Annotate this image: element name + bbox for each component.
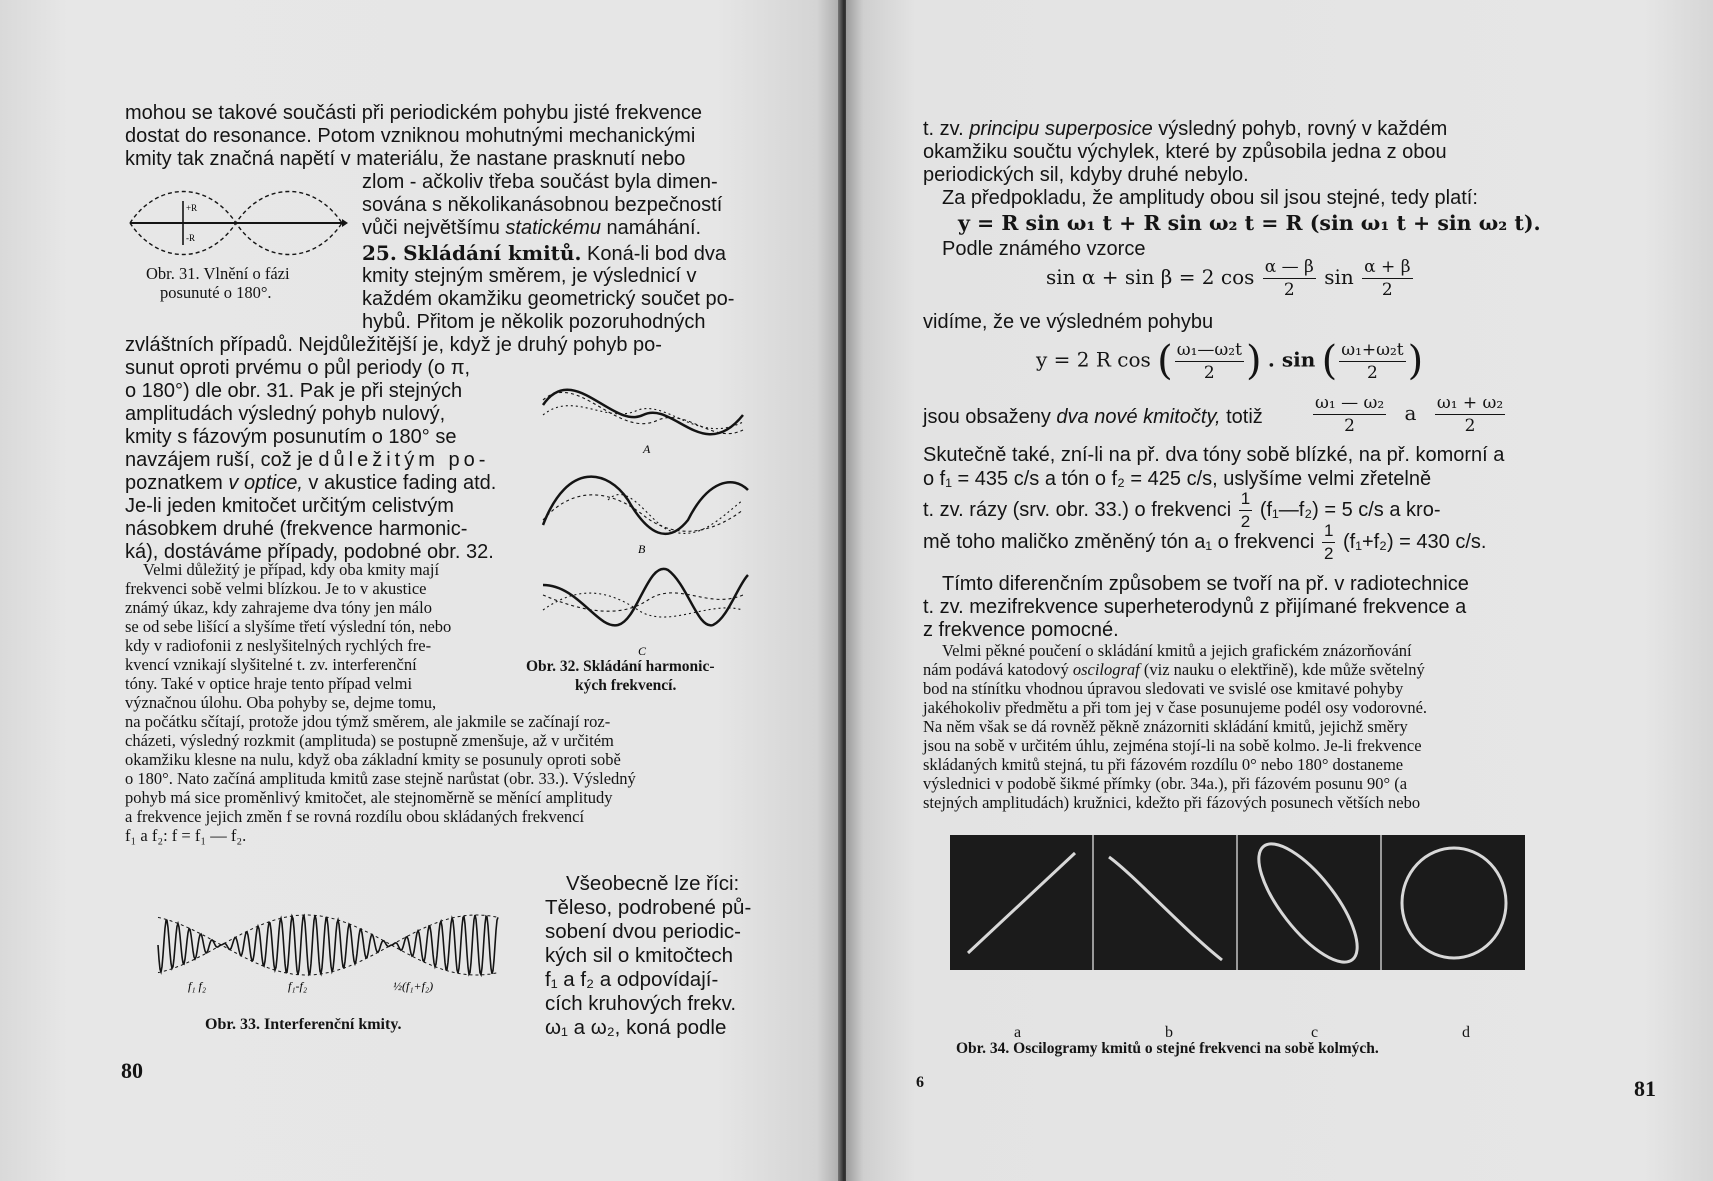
small-text-line: tóny. Také v optice hraje tento případ velmi bbox=[125, 674, 413, 693]
fig32-label-c: C bbox=[638, 644, 647, 658]
text-line: vidíme, že ve výsledném pohybu bbox=[923, 311, 1214, 333]
denominator: 2 bbox=[1203, 362, 1215, 383]
page-number: 81 bbox=[1634, 1076, 1656, 1101]
fig33-envelope-bottom bbox=[158, 945, 498, 975]
small-text-line bbox=[923, 661, 1425, 680]
text-fragment: t. zv. bbox=[923, 118, 970, 140]
fig34-label-c: c bbox=[1311, 1024, 1319, 1041]
text-fragment: nám podává katodový bbox=[923, 660, 1073, 679]
paren: ( bbox=[1321, 338, 1338, 384]
fig33-label: ½(f₁+f₂) bbox=[393, 979, 434, 993]
paren: ) bbox=[1407, 338, 1424, 384]
text-fragment: poznatkem bbox=[125, 472, 229, 494]
small-text-line: a frekvence jejich změn f se rovná rozdílu obou skládaných frekvencí bbox=[125, 807, 585, 826]
numerator: 1 bbox=[1239, 488, 1252, 511]
conjunction: a bbox=[1404, 401, 1417, 425]
oscillogram-a bbox=[950, 835, 1094, 970]
left-page bbox=[0, 0, 842, 1181]
small-text-line: na počátku sčítají, protože jdou týmž směrem, ale jakmile se začínají roz- bbox=[125, 712, 611, 731]
text-line: sována s několikanásobnou bezpečností bbox=[362, 194, 723, 216]
text-line: každém okamžiku geometrický součet po- bbox=[362, 288, 735, 310]
fig33-caption: Obr. 33. Interferenční kmity. bbox=[205, 1016, 402, 1033]
text-fragment: mě toho maličko změněný tón a₁ o frekvenci bbox=[923, 531, 1315, 553]
small-text-line: stejných amplitudách) kružnici, kdežto při fázových posunech větších nebo bbox=[923, 793, 1421, 812]
fig33-label: f₁-f₂ bbox=[288, 979, 308, 993]
fig32-label-a: A bbox=[643, 442, 651, 456]
small-text-line: frekvenci sobě velmi blízkou. Je to v akustice bbox=[125, 579, 427, 598]
denominator: 2 bbox=[1240, 512, 1251, 532]
numerator: ω₁ — ω₂ bbox=[1315, 393, 1385, 413]
text-fragment: Koná-li bod dva bbox=[581, 243, 726, 265]
text-fragment: t. zv. rázy (srv. obr. 33.) o frekvenci bbox=[923, 499, 1232, 521]
fraction bbox=[1339, 339, 1405, 384]
small-text-line: význačnou úlohu. Oba pohyby se, dejme tomu, bbox=[125, 693, 437, 712]
text-line bbox=[362, 217, 701, 239]
equation-2 bbox=[1046, 256, 1415, 301]
equation-3 bbox=[1036, 338, 1423, 384]
numerator: α + β bbox=[1364, 257, 1411, 277]
text-line: hybů. Přitom je několik pozoruhodných bbox=[362, 311, 706, 333]
section-title: Skládání kmitů. bbox=[403, 241, 582, 265]
small-text-line: bod na stínítku vhodnou úpravou sledovati ve svislé ose kmitavé pohyby bbox=[923, 679, 1404, 698]
fraction bbox=[1322, 520, 1335, 565]
fig33-label: f₁ f₂ bbox=[188, 979, 207, 993]
small-text-line: jsou na sobě v určitém úhlu, zejména stojí-li na sobě kolmo. Je-li frekvence bbox=[923, 736, 1422, 755]
fig32-caption: Obr. 32. Skládání harmonic- bbox=[526, 658, 715, 675]
fig34-label-d: d bbox=[1462, 1024, 1470, 1041]
text-fragment: (f₁—f₂) = 5 c/s a kro- bbox=[1259, 499, 1441, 521]
fig31-caption: Obr. 31. Vlnění o fázi bbox=[146, 264, 290, 283]
text-fragment: vůči největšímu bbox=[362, 217, 506, 239]
small-text-line: se od sebe lišící a slyšíme třetí výslední tón, nebo bbox=[125, 617, 452, 636]
text-line: periodických sil, kdyby druhé nebylo. bbox=[923, 164, 1249, 186]
text-line: dostat do resonance. Potom vzniknou mohutnými mechanickými bbox=[125, 125, 696, 147]
oscillogram-d bbox=[1382, 835, 1524, 970]
text-line bbox=[125, 449, 489, 471]
text-line: Podle známého vzorce bbox=[942, 238, 1146, 260]
oscillogram-c bbox=[1238, 835, 1382, 970]
small-text-line: Na něm však se dá rovněž pěkně znázorniti skládání kmitů, jejichž směry bbox=[923, 717, 1408, 736]
text-line bbox=[923, 520, 1486, 565]
small-text-line: okamžiku klesne na nulu, když oba základní kmity se posunuly oproti sobě bbox=[125, 750, 621, 769]
text-line: z frekvence pomocné. bbox=[923, 619, 1119, 641]
denominator: 2 bbox=[1283, 280, 1295, 300]
fig34-label-a: a bbox=[1014, 1024, 1022, 1041]
text-fragment: jsou obsaženy bbox=[923, 406, 1057, 428]
fig31-plus-r: +R bbox=[186, 203, 198, 213]
text-line: o f₁ = 435 c/s a tón o f₂ = 425 c/s, uslyšíme velmi zřetelně bbox=[923, 468, 1432, 490]
numerator: 1 bbox=[1322, 520, 1335, 543]
fig34-caption: Obr. 34. Oscilogramy kmitů o stejné frekvenci na sobě kolmých. bbox=[956, 1040, 1379, 1057]
fig32-b-wave1 bbox=[543, 495, 743, 531]
text-line: Všeobecně lze říci: bbox=[566, 872, 740, 895]
fig32-a-wave1 bbox=[543, 392, 743, 433]
fig31-caption: posunuté o 180°. bbox=[160, 283, 272, 302]
paren: ) bbox=[1245, 338, 1262, 384]
text-fragment: (viz nauku o elektřině), kde může světelný bbox=[1139, 660, 1425, 679]
text-line: Tímto diferenčním způsobem se tvoří na př. v radiotechnice bbox=[942, 573, 1469, 595]
paren: ( bbox=[1157, 338, 1173, 384]
text-line: Je-li jeden kmitočet určitým celistvým bbox=[125, 495, 454, 517]
text-line: kmity s fázovým posunutím o 180° se bbox=[125, 426, 457, 448]
equation-1: y = R sin ω₁ t + R sin ω₂ t = R (sin ω₁ t + sin ω₂ t). bbox=[958, 211, 1541, 235]
fig32-a-wave2 bbox=[543, 406, 743, 429]
fig32-a-sum bbox=[543, 390, 743, 435]
fig33-interference bbox=[148, 905, 518, 1000]
spaced-word: důležitým po- bbox=[318, 449, 490, 471]
fig32-label-b: B bbox=[638, 542, 646, 556]
text-line: f₁ a f₂ a odpovídají- bbox=[545, 968, 719, 991]
text-line: t. zv. mezifrekvence superheterodynů z přijímané frekvence a bbox=[923, 596, 1467, 618]
small-text-line: o 180°. Nato začíná amplituda kmitů zase stejně narůstat (obr. 33.). Výsledný bbox=[125, 769, 636, 788]
text-line: Za předpokladu, že amplitudy obou sil jsou stejné, tedy platí: bbox=[942, 187, 1478, 209]
oscillogram-b bbox=[1094, 835, 1238, 970]
text-line: sunut oproti prvému o půl periody (o π, bbox=[125, 357, 471, 379]
text-line: ω₁ a ω₂, koná podle bbox=[545, 1016, 727, 1039]
text-line: kých sil o kmitočtech bbox=[545, 944, 733, 967]
fig32-c-sum bbox=[543, 569, 748, 626]
text-line: Těleso, podrobené pů- bbox=[545, 896, 752, 919]
denominator: 2 bbox=[1323, 544, 1334, 564]
text-line: cích kruhových frekv. bbox=[545, 992, 737, 1015]
section-number: 25. bbox=[362, 241, 397, 265]
new-frequencies bbox=[1311, 392, 1507, 437]
text-line bbox=[923, 406, 1263, 428]
fraction bbox=[1175, 339, 1244, 384]
text-line bbox=[125, 472, 496, 494]
italic-word: statickému bbox=[505, 217, 601, 239]
denominator: 2 bbox=[1367, 362, 1378, 383]
fig34-label-b: b bbox=[1165, 1024, 1173, 1041]
small-text-line: skládaných kmitů stejná, tu při fázovém rozdílu 0° nebo 180° dostaneme bbox=[923, 755, 1404, 774]
text-fragment: (f₁+f₂) = 430 c/s. bbox=[1342, 531, 1487, 553]
eq-part: . sin bbox=[1267, 347, 1316, 372]
numerator: ω₁+ω₂t bbox=[1341, 339, 1404, 360]
text-line: ká), dostáváme případy, podobné obr. 32. bbox=[125, 541, 494, 563]
eq-part: y = 2 R cos bbox=[1036, 347, 1151, 372]
fig32-b-sum bbox=[543, 477, 748, 534]
small-text-line: Velmi pěkné poučení o skládání kmitů a jejich grafickém znázorňování bbox=[942, 641, 1412, 660]
page-number: 80 bbox=[121, 1058, 143, 1083]
right-page bbox=[846, 0, 1713, 1181]
text-line: mohou se takové součásti při periodickém pohybu jisté frekvence bbox=[125, 102, 702, 124]
text-line: sobení dvou periodic- bbox=[545, 920, 742, 943]
signature-mark: 6 bbox=[916, 1074, 924, 1091]
numerator: ω₁—ω₂t bbox=[1176, 339, 1242, 360]
small-text-line: kvencí vznikají slyšitelné t. zv. interferenční bbox=[125, 655, 417, 674]
text-fragment: totiž bbox=[1220, 406, 1263, 428]
text-fragment: navzájem ruší, což je bbox=[125, 449, 319, 471]
fraction bbox=[1263, 256, 1316, 301]
text-line: zvláštních případů. Nejdůležitější je, když je druhý pohyb po- bbox=[125, 334, 662, 356]
small-text-line: známý úkaz, kdy zahrajeme dva tóny jen málo bbox=[125, 598, 432, 617]
text-fragment: namáhání. bbox=[600, 217, 702, 239]
text-line: zlom - ačkoliv třeba součást byla dimen- bbox=[362, 171, 718, 193]
italic-phrase: dva nové kmitočty, bbox=[1056, 406, 1221, 428]
fraction bbox=[1313, 392, 1386, 437]
italic-phrase: principu superposice bbox=[969, 118, 1153, 140]
fig31-arrow bbox=[342, 219, 348, 227]
text-line: Skutečně také, zní-li na př. dva tóny sobě blízké, na př. komorní a bbox=[923, 444, 1505, 466]
fig33-beat-wave bbox=[158, 915, 498, 975]
fig31-phase-waves bbox=[128, 183, 348, 261]
text-line: amplitudách výsledný pohyb nulový, bbox=[125, 403, 446, 425]
eq-part: sin bbox=[1324, 265, 1354, 289]
small-text-line: jakéhokoliv předmětu a při tom jej v čase posunujeme podél osy vodorovné. bbox=[923, 698, 1428, 717]
italic-word: oscilograf bbox=[1072, 660, 1140, 679]
text-line bbox=[923, 118, 1447, 140]
text-line: o 180°) dle obr. 31. Pak je při stejných bbox=[125, 380, 463, 402]
text-line: okamžiku součtu výchylek, které by způsobila jedna z obou bbox=[923, 141, 1447, 163]
italic-word: v optice, bbox=[228, 472, 303, 494]
text-line: násobkem druhé (frekvence harmonic- bbox=[125, 518, 468, 540]
text-line: kmity stejným směrem, je výslednicí v bbox=[362, 265, 697, 287]
numerator: α — β bbox=[1264, 257, 1314, 277]
fig32-harmonic-sum bbox=[538, 370, 753, 660]
small-text-line: Velmi důležitý je případ, kdy oba kmity mají bbox=[143, 560, 440, 579]
text-line: kmity tak značná napětí v materiálu, že nastane prasknutí nebo bbox=[125, 148, 686, 170]
fig34-oscillograms bbox=[950, 835, 1525, 970]
fig32-caption: kých frekvencí. bbox=[575, 677, 677, 694]
small-text-line: výslednici v podobě šikmé přímky (obr. 34a.), při fázovém posunu 90° (a bbox=[923, 774, 1408, 793]
small-text-line: kdy v radiofonii z neslyšitelných rychlých fre- bbox=[125, 636, 432, 655]
denominator: 2 bbox=[1464, 416, 1476, 436]
text-fragment: výsledný pohyb, rovný v každém bbox=[1152, 118, 1448, 140]
section-heading-line bbox=[362, 242, 726, 265]
fraction bbox=[1362, 256, 1412, 301]
small-text-line: pohyb má sice proměnlivý kmitočet, ale stejnoměrně se měnící amplitudy bbox=[125, 788, 613, 807]
eq-part: sin α + sin β = 2 cos bbox=[1046, 265, 1255, 289]
denominator: 2 bbox=[1381, 280, 1393, 300]
small-text-line: cházeti, výsledný rozkmit (amplituda) se postupně zmenšuje, až v určitém bbox=[125, 731, 614, 750]
text-fragment: v akustice fading atd. bbox=[302, 472, 497, 494]
fig31-minus-r: -R bbox=[186, 233, 195, 243]
fraction bbox=[1435, 392, 1505, 437]
numerator: ω₁ + ω₂ bbox=[1436, 393, 1504, 413]
denominator: 2 bbox=[1344, 416, 1355, 436]
small-text-line: f₁ a f₂: f = f₁ — f₂. bbox=[125, 826, 247, 845]
